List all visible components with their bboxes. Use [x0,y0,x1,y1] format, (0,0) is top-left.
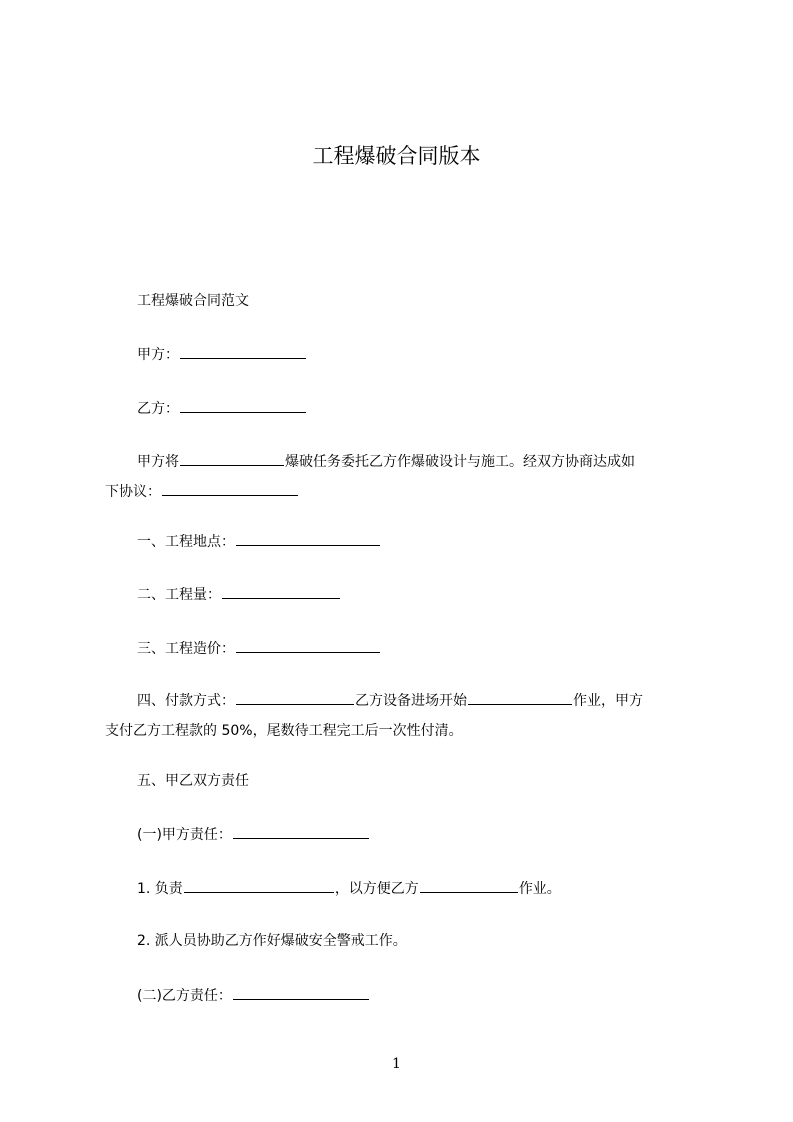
item-4-part-1: 四、付款方式： [137,693,235,709]
duty-1-part-2: ，以方便乙方 [334,881,419,897]
intro-part-1: 甲方将 [137,454,179,470]
party-b-duty-label: (二)乙方责任： [137,988,232,1004]
party-b-label: 乙方： [137,401,179,417]
party-b-duty-blank [233,985,369,1000]
item-2-blank [222,584,340,599]
duty-1-part-3: 作业。 [518,881,561,897]
item-5-heading: 五、甲乙双方责任 [137,773,249,789]
item-3-blank [236,638,380,653]
intro-paragraph [105,447,705,507]
intro-part-3: 下协议： [105,484,161,500]
item-4-part-2: 乙方设备进场开始 [355,693,467,709]
item-4-blank-2 [468,690,572,705]
item-2-label: 二、工程量： [137,587,221,603]
party-a-blank [180,344,306,359]
document-subtitle: 工程爆破合同范文 [137,293,249,309]
duty-2-line: 2. 派人员协助乙方作好爆破安全警戒工作。 [137,933,407,949]
intro-line-1 [105,447,705,477]
party-b-line [137,398,307,419]
intro-blank-1 [180,451,284,466]
item-3-label: 三、工程造价： [137,641,235,657]
party-a-duty-label: (一)甲方责任： [137,827,232,843]
item-4-paragraph [105,686,705,746]
item-4-blank-1 [236,690,354,705]
intro-part-2: 爆破任务委托乙方作爆破设计与施工。经双方协商达成如 [285,454,635,470]
duty-1-part-1: 1. 负责 [137,881,183,897]
item-1-blank [236,531,380,546]
party-b-duty-line [137,985,370,1006]
item-4-line-1 [105,686,705,716]
page-number: 1 [392,1056,401,1072]
party-a-label: 甲方： [137,347,179,363]
party-b-blank [180,398,306,413]
duty-1-blank-1 [184,878,334,893]
item-1-line [137,531,381,552]
party-a-duty-line [137,824,370,845]
duty-1-line [137,878,561,899]
intro-blank-2 [162,481,298,496]
party-a-line [137,344,307,365]
item-4-line-2 [105,716,705,746]
item-1-label: 一、工程地点： [137,534,235,550]
item-3-line [137,638,381,659]
document-title: 工程爆破合同版本 [312,144,481,168]
party-a-duty-blank [233,824,369,839]
intro-line-2 [105,477,705,507]
item-2-line [137,584,341,605]
item-4-part-4: 支付乙方工程款的 50%，尾数待工程完工后一次性付清。 [105,723,463,739]
item-4-part-3: 作业，甲方 [573,693,643,709]
duty-1-blank-2 [420,878,518,893]
